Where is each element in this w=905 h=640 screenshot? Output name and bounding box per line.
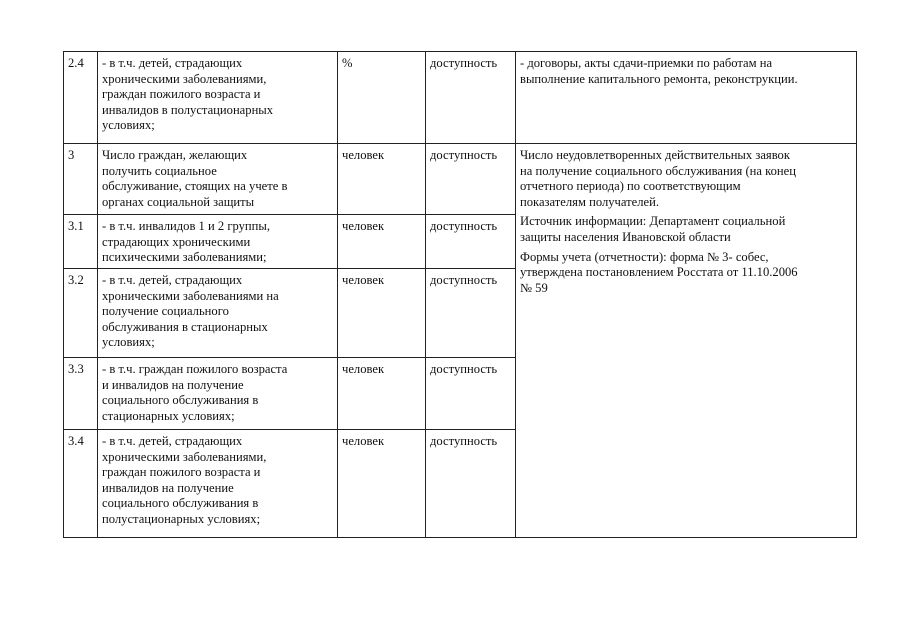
description-line: социального обслуживания в [102, 393, 259, 408]
row-criterion: доступность [426, 358, 516, 430]
description-line: обслуживания в стационарных [102, 319, 268, 334]
source-paragraph [520, 250, 852, 297]
description-line: - в т.ч. детей, страдающих [102, 434, 243, 448]
row-description [98, 52, 338, 144]
source-line: - договоры, акты сдачи-приемки по работам на [520, 56, 773, 70]
source-line: Источник информации: Департамент социальной [520, 214, 786, 229]
description-line: - в т.ч. детей, страдающих [102, 56, 243, 70]
row-source-merged [516, 144, 857, 538]
description-line: - в т.ч. граждан пожилого возраста [102, 362, 288, 376]
description-line: обслуживание, стоящих на учете в [102, 179, 288, 194]
description-line: полустационарных условиях; [102, 511, 261, 526]
row-description [98, 215, 338, 269]
row-description [98, 358, 338, 430]
description-line: условиях; [102, 335, 155, 350]
description-line: хроническими заболеваниями, [102, 71, 267, 86]
description-line: условиях; [102, 118, 155, 133]
row-number: 2.4 [64, 52, 98, 144]
row-source [516, 52, 857, 144]
row-unit: человек [338, 215, 426, 269]
description-line: страдающих хроническими [102, 234, 251, 249]
source-line: отчетного периода) по соответствующим [520, 179, 741, 194]
description-line: стационарных условиях; [102, 408, 235, 423]
description-line: хроническими заболеваниями на [102, 288, 279, 303]
table-row [64, 52, 857, 144]
description-line: - в т.ч. инвалидов 1 и 2 группы, [102, 219, 271, 233]
source-paragraph [520, 214, 852, 245]
description-line: получение социального [102, 304, 229, 319]
row-unit: человек [338, 430, 426, 538]
row-number: 3 [64, 144, 98, 215]
source-line: Число неудовлетворенных действительных заявок [520, 148, 790, 162]
source-line: выполнение капитального ремонта, реконструкции. [520, 71, 798, 86]
source-line: № 59 [520, 280, 548, 295]
description-line: инвалидов на получение [102, 480, 234, 495]
row-number: 3.4 [64, 430, 98, 538]
row-criterion: доступность [426, 269, 516, 358]
row-unit: человек [338, 269, 426, 358]
row-number: 3.2 [64, 269, 98, 358]
description-line: психическими заболеваниями; [102, 250, 267, 265]
source-line: утверждена постановлением Росстата от 11.10.2006 [520, 265, 798, 280]
source-line: показателям получателей. [520, 194, 659, 209]
table-row [64, 144, 857, 215]
source-paragraph [520, 148, 852, 210]
source-line: на получение социального обслуживания (на конец [520, 163, 796, 178]
source-line: Формы учета (отчетности): форма № 3- собес, [520, 249, 769, 264]
row-criterion: доступность [426, 144, 516, 215]
description-line: инвалидов в полустационарных [102, 102, 274, 117]
row-unit: человек [338, 358, 426, 430]
description-line: - в т.ч. детей, страдающих [102, 273, 243, 287]
row-number: 3.1 [64, 215, 98, 269]
row-description [98, 430, 338, 538]
description-line: хроническими заболеваниями, [102, 449, 267, 464]
row-unit: человек [338, 144, 426, 215]
description-line: социального обслуживания в [102, 496, 259, 511]
description-line: органах социальной защиты [102, 194, 255, 209]
indicators-table [63, 51, 857, 538]
row-number: 3.3 [64, 358, 98, 430]
source-line: защиты населения Ивановской области [520, 229, 731, 244]
description-line: Число граждан, желающих [102, 148, 248, 162]
description-line: граждан пожилого возраста и [102, 87, 261, 102]
description-line: граждан пожилого возраста и [102, 465, 261, 480]
row-criterion: доступность [426, 52, 516, 144]
description-line: получить социальное [102, 163, 217, 178]
row-criterion: доступность [426, 430, 516, 538]
row-description [98, 269, 338, 358]
row-description [98, 144, 338, 215]
description-line: и инвалидов на получение [102, 377, 244, 392]
row-unit: % [338, 52, 426, 144]
row-criterion: доступность [426, 215, 516, 269]
